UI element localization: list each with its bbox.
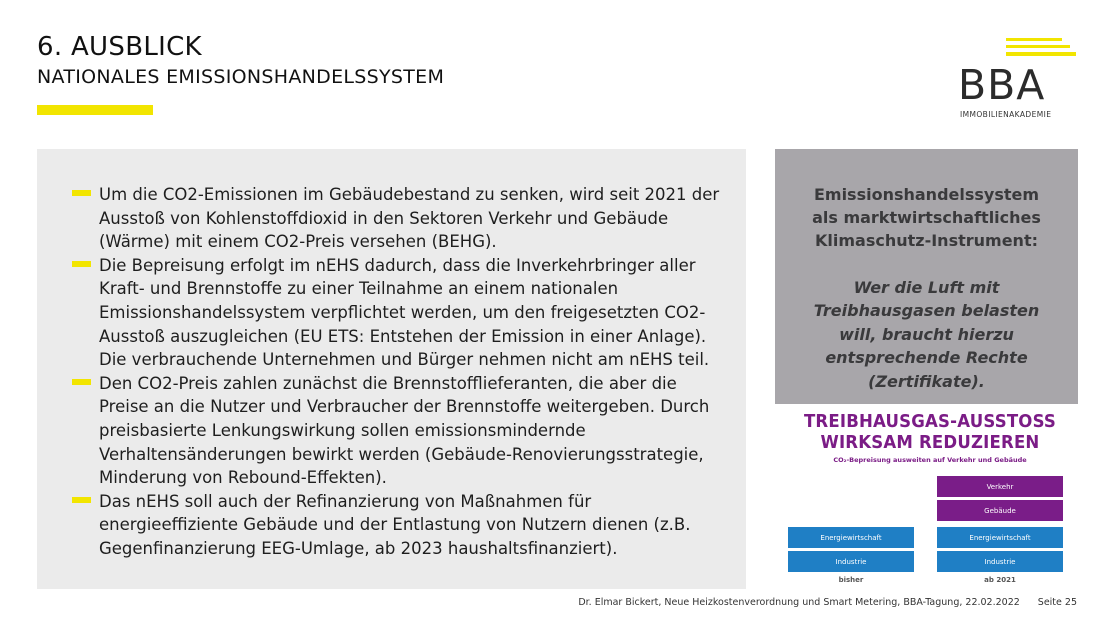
graphic-title-line2: WIRKSAM REDUZIEREN (820, 432, 1040, 453)
info-box-heading: Emissionshandelssystem als marktwirtschaftliches Klimaschutz-Instrument: (812, 185, 1041, 250)
bullet-item (62, 254, 722, 372)
footer (0, 597, 1077, 608)
info-box-quote: Wer die Luft mit Treibhausgasen belasten will, braucht hierzu entsprechende Rechte (Zertifikate). (813, 278, 1040, 391)
bba-logo (958, 38, 1078, 122)
bullet-dash-icon (72, 379, 91, 385)
bullet-text: Das nEHS soll auch der Refinanzierung von Maßnahmen für energieeffiziente Gebäude und der Entlastung von Nutzern dienen (z.B. Gegenfinanzierung EEG-Umlage, ab 2023 haushaltsfinanziert). (99, 491, 691, 558)
graphic-title (794, 411, 1066, 453)
bullet-item (62, 490, 722, 561)
bullet-dash-icon (72, 190, 91, 196)
block-2021-verkehr: Verkehr (937, 476, 1063, 497)
block-2021-gebaeude: Gebäude (937, 500, 1063, 521)
logo-stripe (1006, 45, 1070, 48)
co2-pricing-graphic (782, 405, 1078, 587)
logo-wordmark: BBA (958, 61, 1046, 109)
slide-subtitle: NATIONALES EMISSIONSHANDELSSYSTEM (37, 66, 445, 88)
footer-text: Dr. Elmar Bickert, Neue Heizkostenverordnung und Smart Metering, BBA-Tagung, 22.02.2022 (578, 597, 1020, 608)
bullet-list (62, 183, 722, 561)
logo-subtext: IMMOBILIENAKADEMIE (960, 110, 1052, 119)
block-bisher-industrie: Industrie (788, 551, 914, 572)
graphic-title-line1: TREIBHAUSGAS-AUSSTOSS (803, 411, 1057, 432)
bullet-item (62, 183, 722, 254)
logo-stripe (1006, 38, 1062, 41)
bullet-text: Die Bepreisung erfolgt im nEHS dadurch, dass die Inverkehrbringer aller Kraft- und Brennstoffe zu einer Teilnahme an einem nationalen Emissionshandelssystem verpflichtet werden, um den freigesetzten CO2-Ausstoß auszugleichen (EU ETS: Entstehen der Emission in einer Anlage). Die verbrauchende Unternehmen und Bürger nehmen nicht am nEHS teil. (99, 255, 710, 370)
column-label-2021: ab 2021 (984, 576, 1016, 584)
bullet-dash-icon (72, 261, 91, 267)
logo-stripe (1006, 52, 1076, 56)
page-number: Seite 25 (1037, 597, 1077, 608)
bullet-item (62, 372, 722, 490)
bullet-dash-icon (72, 497, 91, 503)
info-box (775, 149, 1078, 404)
bullet-text: Den CO2-Preis zahlen zunächst die Brennstofflieferanten, die aber die Preise an die Nutzer und Verbraucher der Brennstoffe weitergeben. Durch preisbasierte Lenkungswirkung sollen emissionsmindernde Verhaltensänderungen bewirkt werden (Gebäude-Renovierungsstrategie, Minderung von Rebound-Effekten). (99, 373, 710, 488)
column-label-bisher: bisher (838, 576, 864, 584)
title-underline (37, 105, 153, 115)
slide-title: 6. AUSBLICK (37, 32, 202, 62)
bullet-text: Um die CO2-Emissionen im Gebäudebestand zu senken, wird seit 2021 der Ausstoß von Kohlenstoffdioxid in den Sektoren Verkehr und Gebäude (Wärme) mit einem CO2-Preis versehen (BEHG). (99, 185, 720, 252)
block-2021-industrie: Industrie (937, 551, 1063, 572)
block-bisher-energiewirtschaft: Energiewirtschaft (788, 527, 914, 548)
graphic-subtitle: CO₂-Bepreisung ausweiten auf Verkehr und Gebäude (833, 456, 1027, 464)
block-2021-energiewirtschaft: Energiewirtschaft (937, 527, 1063, 548)
